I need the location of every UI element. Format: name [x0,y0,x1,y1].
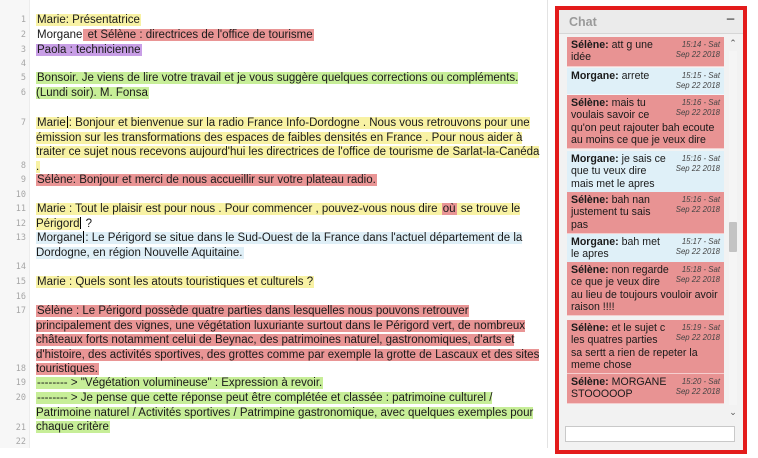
message-timestamp: 15:16 - Sat Sep 22 2018 [675,154,720,174]
line-text[interactable] [36,173,541,188]
chat-header [559,10,743,34]
line-number: 8 [20,161,26,171]
message-author: Sélène: [571,39,609,51]
line-number: 3 [20,45,26,55]
line-text[interactable] [36,231,541,260]
line-number: 5 [20,73,26,83]
message-timestamp: 15:16 - Sat Sep 22 2018 [675,195,720,215]
chat-message [567,95,724,149]
chat-scrollbar[interactable] [726,37,740,419]
message-author: Sélène: [571,322,609,334]
chat-message [567,192,724,234]
chat-message-input[interactable] [565,426,735,442]
chat-message [567,262,724,316]
line-number: 4 [20,59,26,69]
chat-message [567,151,724,193]
message-text: non regarde ce que je veux dire au lieu de toujours vouloir avoir raison !!!! [571,264,718,313]
line-number: 6 [20,88,26,98]
chat-title: Chat [569,15,597,29]
line-text[interactable] [36,43,541,58]
message-text: mais tu voulais savoir ce qu'on peut rajouter bah ecoute au moins ce que je veux dire [571,97,715,146]
line-number: 21 [15,423,26,433]
line-text[interactable] [36,376,541,391]
message-author: Sélène: [571,194,609,206]
author-highlight-segment: Paola : technicienne [37,44,141,56]
scroll-up-icon[interactable]: ⌃ [729,38,737,48]
line-number: 9 [20,175,26,185]
line-number: 13 [15,233,26,243]
message-timestamp: 15:18 - Sat Sep 22 2018 [675,265,720,285]
line-number: 2 [20,30,26,40]
chat-message [567,37,724,67]
author-highlight-segment: Morgane [37,232,83,244]
message-text: et le sujet c les quatres parties sa sertt a rien de repeter la meme chose [571,322,698,371]
message-author: Morgane: [571,70,619,82]
scrollbar-track[interactable] [729,51,737,405]
chat-message-list[interactable] [567,37,724,417]
author-highlight-segment: Marie : Quels sont les atouts touristiques et culturels ? [37,276,314,288]
message-author: Morgane: [571,153,619,165]
line-number: 19 [15,378,26,388]
line-number: 14 [15,262,26,272]
author-highlight-segment: où [442,203,456,215]
author-highlight-segment: Marie : Tout le plaisir est pour nous . Pour commencer , pouvez-vous nous dire [37,203,441,215]
author-highlight-segment: Morgane [37,29,83,41]
line-text[interactable] [36,116,541,174]
author-highlight-segment: et Sélène : directrices de l'office de tourisme [84,29,313,41]
chat-panel [555,6,747,454]
chat-message [567,374,724,404]
message-text: bah nan justement tu sais pas [571,194,651,231]
line-number: 10 [15,190,26,200]
line-number: 1 [20,15,26,25]
line-number: 12 [15,219,26,229]
message-text: je sais ce que tu veux dire mais met le apres [571,153,666,190]
line-number: 7 [20,118,26,128]
line-number: 17 [15,306,26,316]
line-number: 22 [15,437,26,447]
line-text[interactable] [36,304,541,377]
line-number: 15 [15,277,26,287]
author-highlight-segment: Sélène : Le Périgord possède quatre parties dans lesquelles nous pouvons retrouver principalement des vignes, une végétation luxuriante surtout dans le Périgord vert, de nombreux châteaux forts notamment celui de Beynac, des patrimoines naturel, gastronomiques, d'arts et d'histoire, des activités sportives, des grottes comme par exemple la grotte de Lascaux et des sites touristiques. [36,305,540,376]
line-number: 18 [15,364,26,374]
author-highlight-segment: se trouve le Périgord [36,203,521,230]
scrollbar-thumb[interactable] [729,222,737,252]
author-highlight-segment: : Le Périgord se situe dans le Sud-Ouest de la France dans l'actuel département de la Dordogne, en région Nouvelle Aquitaine. [36,232,523,259]
message-timestamp: 15:19 - Sat Sep 22 2018 [675,323,720,343]
chat-message [567,234,724,264]
message-text: MORGANE STOOOOOP [571,376,667,401]
message-author: Sélène: [571,97,609,109]
author-highlight-segment: : Bonjour et bienvenue sur la radio France Info-Dordogne . Nous vous retrouvons pour une émission sur les transformations des espaces de faibles densités en France . Pour nous aider à traiter ce sujet nous recevons aujourd'hui les directrices de l'office de tourisme de Sarlat-la-Canéda . [36,117,540,173]
line-text[interactable] [36,71,541,100]
author-highlight-segment: Bonsoir. Je viens de lire votre travail et je vous suggère quelques corrections ou compléments. (Lundi soir). M. Fonsa [36,72,519,99]
line-text[interactable] [36,202,541,231]
line-number: 16 [15,292,26,302]
message-timestamp: 15:17 - Sat Sep 22 2018 [675,237,720,257]
chat-message [567,68,724,95]
line-text[interactable] [36,391,541,435]
line-text[interactable] [36,275,541,290]
scroll-down-icon[interactable]: ⌄ [729,407,737,417]
message-author: Sélène: [571,376,609,388]
author-highlight-segment: Marie: Présentatrice [37,14,140,26]
line-number: 20 [15,393,26,403]
message-timestamp: 15:20 - Sat Sep 22 2018 [675,377,720,397]
message-text: arrete [621,70,650,82]
author-highlight-segment: Marie [37,117,66,129]
author-highlight-segment: Sélène: Bonjour et merci de nous accueillir sur votre plateau radio. [37,174,376,186]
message-author: Sélène: [571,264,609,276]
chat-message [567,320,724,374]
line-number: 11 [15,204,26,214]
message-timestamp: 15:16 - Sat Sep 22 2018 [675,98,720,118]
message-timestamp: 15:14 - Sat Sep 22 2018 [675,40,720,60]
line-text[interactable] [36,28,541,43]
message-text: att g une idée [571,39,653,64]
message-author: Morgane: [571,236,619,248]
author-highlight-segment: ? [82,217,93,230]
message-timestamp: 15:15 - Sat Sep 22 2018 [675,71,720,91]
message-text: bah met le apres [571,236,660,261]
minimize-icon[interactable]: − [726,11,735,28]
author-highlight-segment: -------- > "Végétation volumineuse" : Expression à revoir. [37,377,323,389]
line-text[interactable] [36,13,541,28]
author-highlight-segment: -------- > Je pense que cette réponse peut être complétée et classée : patrimoine culturel / Patrimoine naturel / Activités sportives / Patrimpine gastronomique, avec quelques exemples pour chaque critère [36,392,534,434]
